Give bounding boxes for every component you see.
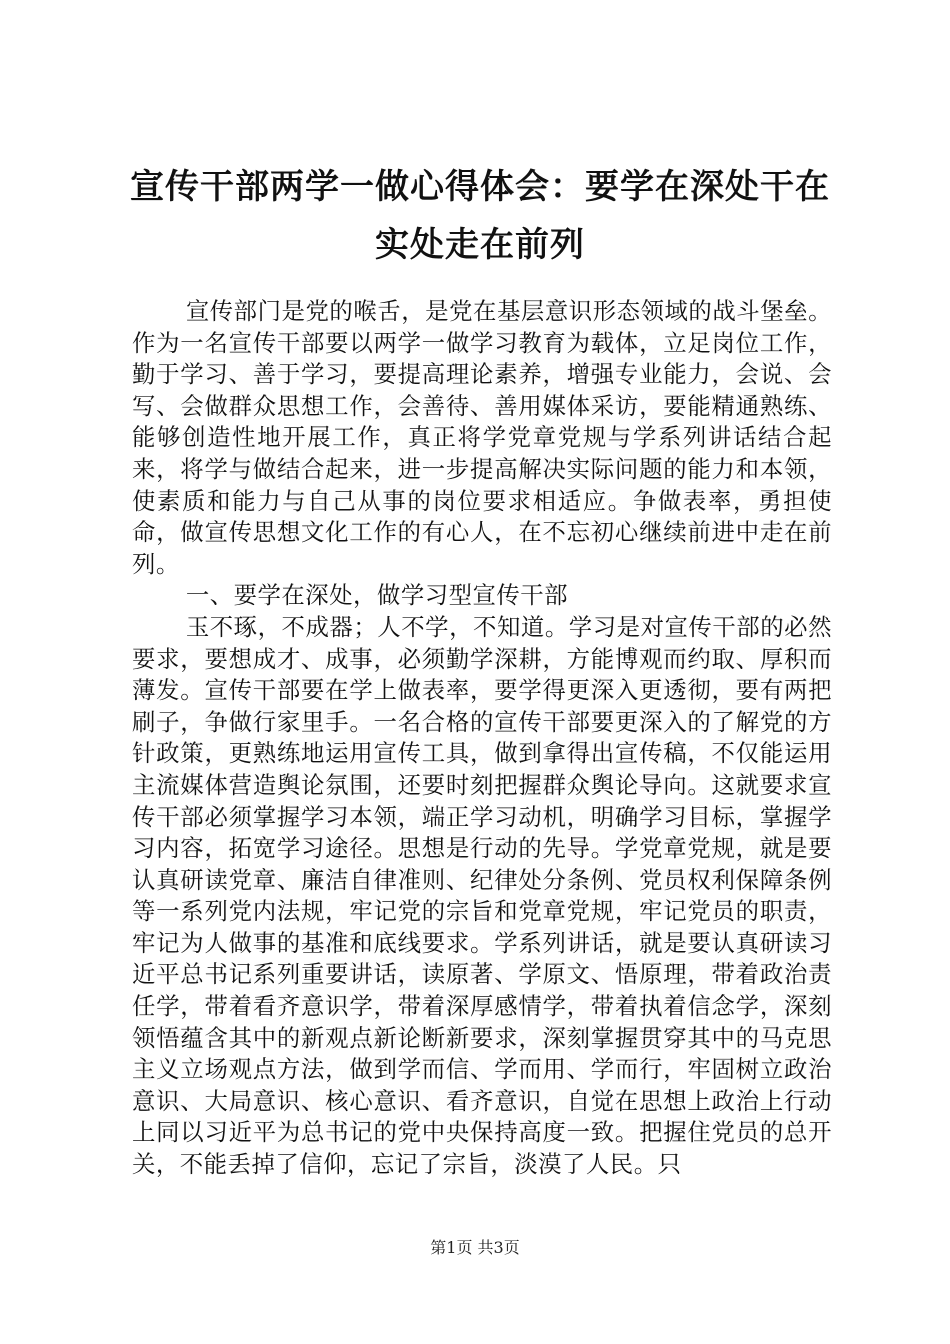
document-body bbox=[132, 296, 832, 1181]
section-heading: 一、要学在深处，做学习型宣传干部 bbox=[185, 581, 569, 610]
document-title bbox=[120, 158, 840, 274]
title-line-2: 实处走在前列 bbox=[375, 225, 585, 265]
page-footer: 第1页 共3页 bbox=[430, 1238, 520, 1257]
paragraph-intro: 宣传部门是党的喉舌，是党在基层意识形态领域的战斗堡垒。作为一名宣传干部要以两学一做学习教育为载体，立足岗位工作，勤于学习、善于学习，要提高理论素养，增强专业能力，会说、会写、会做群众思想工作，会善待、善用媒体采访，要能精通熟练、能够创造性地开展工作，真正将学党章党规与学系列讲话结合起来，将学与做结合起来，进一步提高解决实际问题的能力和本领，使素质和能力与自己从事的岗位要求相适应。争做表率，勇担使命，做宣传思想文化工作的有心人，在不忘初心继续前进中走在前列。 bbox=[132, 297, 832, 578]
paragraph-section-1: 玉不琢，不成器；人不学，不知道。学习是对宣传干部的必然要求，要想成才、成事，必须勤学深耕，方能博观而约取、厚积而薄发。宣传干部要在学上做表率，要学得更深入更透彻，要有两把刷子，争做行家里手。一名合格的宣传干部要更深入的了解党的方针政策，更熟练地运用宣传工具，做到拿得出宣传稿，不仅能运用主流媒体营造舆论氛围，还要时刻把握群众舆论导向。这就要求宣传干部必须掌握学习本领，端正学习动机，明确学习目标，掌握学习内容，拓宽学习途径。思想是行动的先导。学党章党规，就是要认真研读党章、廉洁自律准则、纪律处分条例、党员权利保障条例等一系列党内法规，牢记党的宗旨和党章党规，牢记党员的职责，牢记为人做事的基准和底线要求。学系列讲话，就是要认真研读习近平总书记系列重要讲话，读原著、学原文、悟原理，带着政治责任学，带着看齐意识学，带着深厚感情学，带着执着信念学，深刻领悟蕴含其中的新观点新论断新要求，深刻掌握贯穿其中的马克思主义立场观点方法，做到学而信、学而用、学而行，牢固树立政治意识、大局意识、核心意识、看齐意识，自觉在思想上政治上行动上同以习近平为总书记的党中央保持高度一致。把握住党员的总开关，不能丢掉了信仰，忘记了宗旨，淡漠了人民。只 bbox=[132, 612, 832, 1179]
title-line-1: 宣传干部两学一做心得体会：要学在深处干在 bbox=[130, 167, 830, 207]
